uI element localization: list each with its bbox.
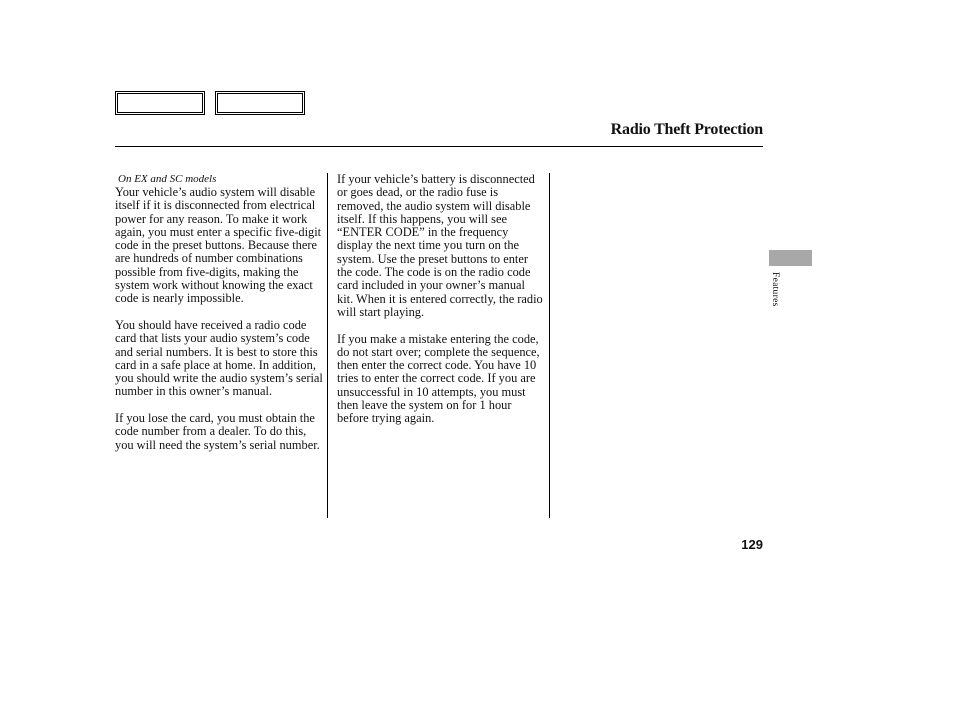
paragraph: Your vehicle’s audio system will disable itself if it is disconnected from electrical power for any reason. To make it work again, you must enter a specific five-digit code in the preset buttons. Because there are hundreds of number combinations possible from five-digits, making the system work without knowing the exact code is nearly impossible. (115, 185, 322, 306)
paragraph: If you lose the card, you must obtain the code number from a dealer. To do this, you will need the system’s serial number. (115, 411, 320, 452)
header-rule (115, 146, 763, 147)
section-tab[interactable] (769, 250, 812, 266)
paragraph: If you make a mistake entering the code, do not start over; complete the sequence, then enter the correct code. You have 10 tries to enter the correct code. If you are unsuccessful in 10 attempts, you must then leave the system on for 1 hour before trying again. (337, 331, 540, 426)
page-title: Radio Theft Protection (610, 121, 763, 138)
paragraph: If your vehicle’s battery is disconnected or goes dead, or the radio fuse is removed, the audio system will disable itself. If this happens, you will see “ENTER CODE” in the frequency display the next time you turn on the system. Use the preset buttons to enter the code. The code is on the radio code card included in your owner’s manual kit. When it is entered correctly, the radio will start playing. (337, 172, 543, 319)
section-label: Features (770, 272, 780, 307)
paragraph: You should have received a radio code card that lists your audio system’s code and serial numbers. It is best to store this card in a safe place at home. In addition, you should write the audio system’s serial number in this owner’s manual. (115, 317, 323, 399)
model-note: On EX and SC models (118, 173, 217, 185)
text-column-1 (115, 173, 325, 465)
nav-box-index[interactable] (215, 91, 305, 115)
page-number: 129 (741, 537, 763, 552)
column-divider (327, 173, 328, 518)
column-divider (549, 173, 550, 518)
nav-box-main-menu[interactable] (115, 91, 205, 115)
text-column-2 (337, 173, 543, 439)
